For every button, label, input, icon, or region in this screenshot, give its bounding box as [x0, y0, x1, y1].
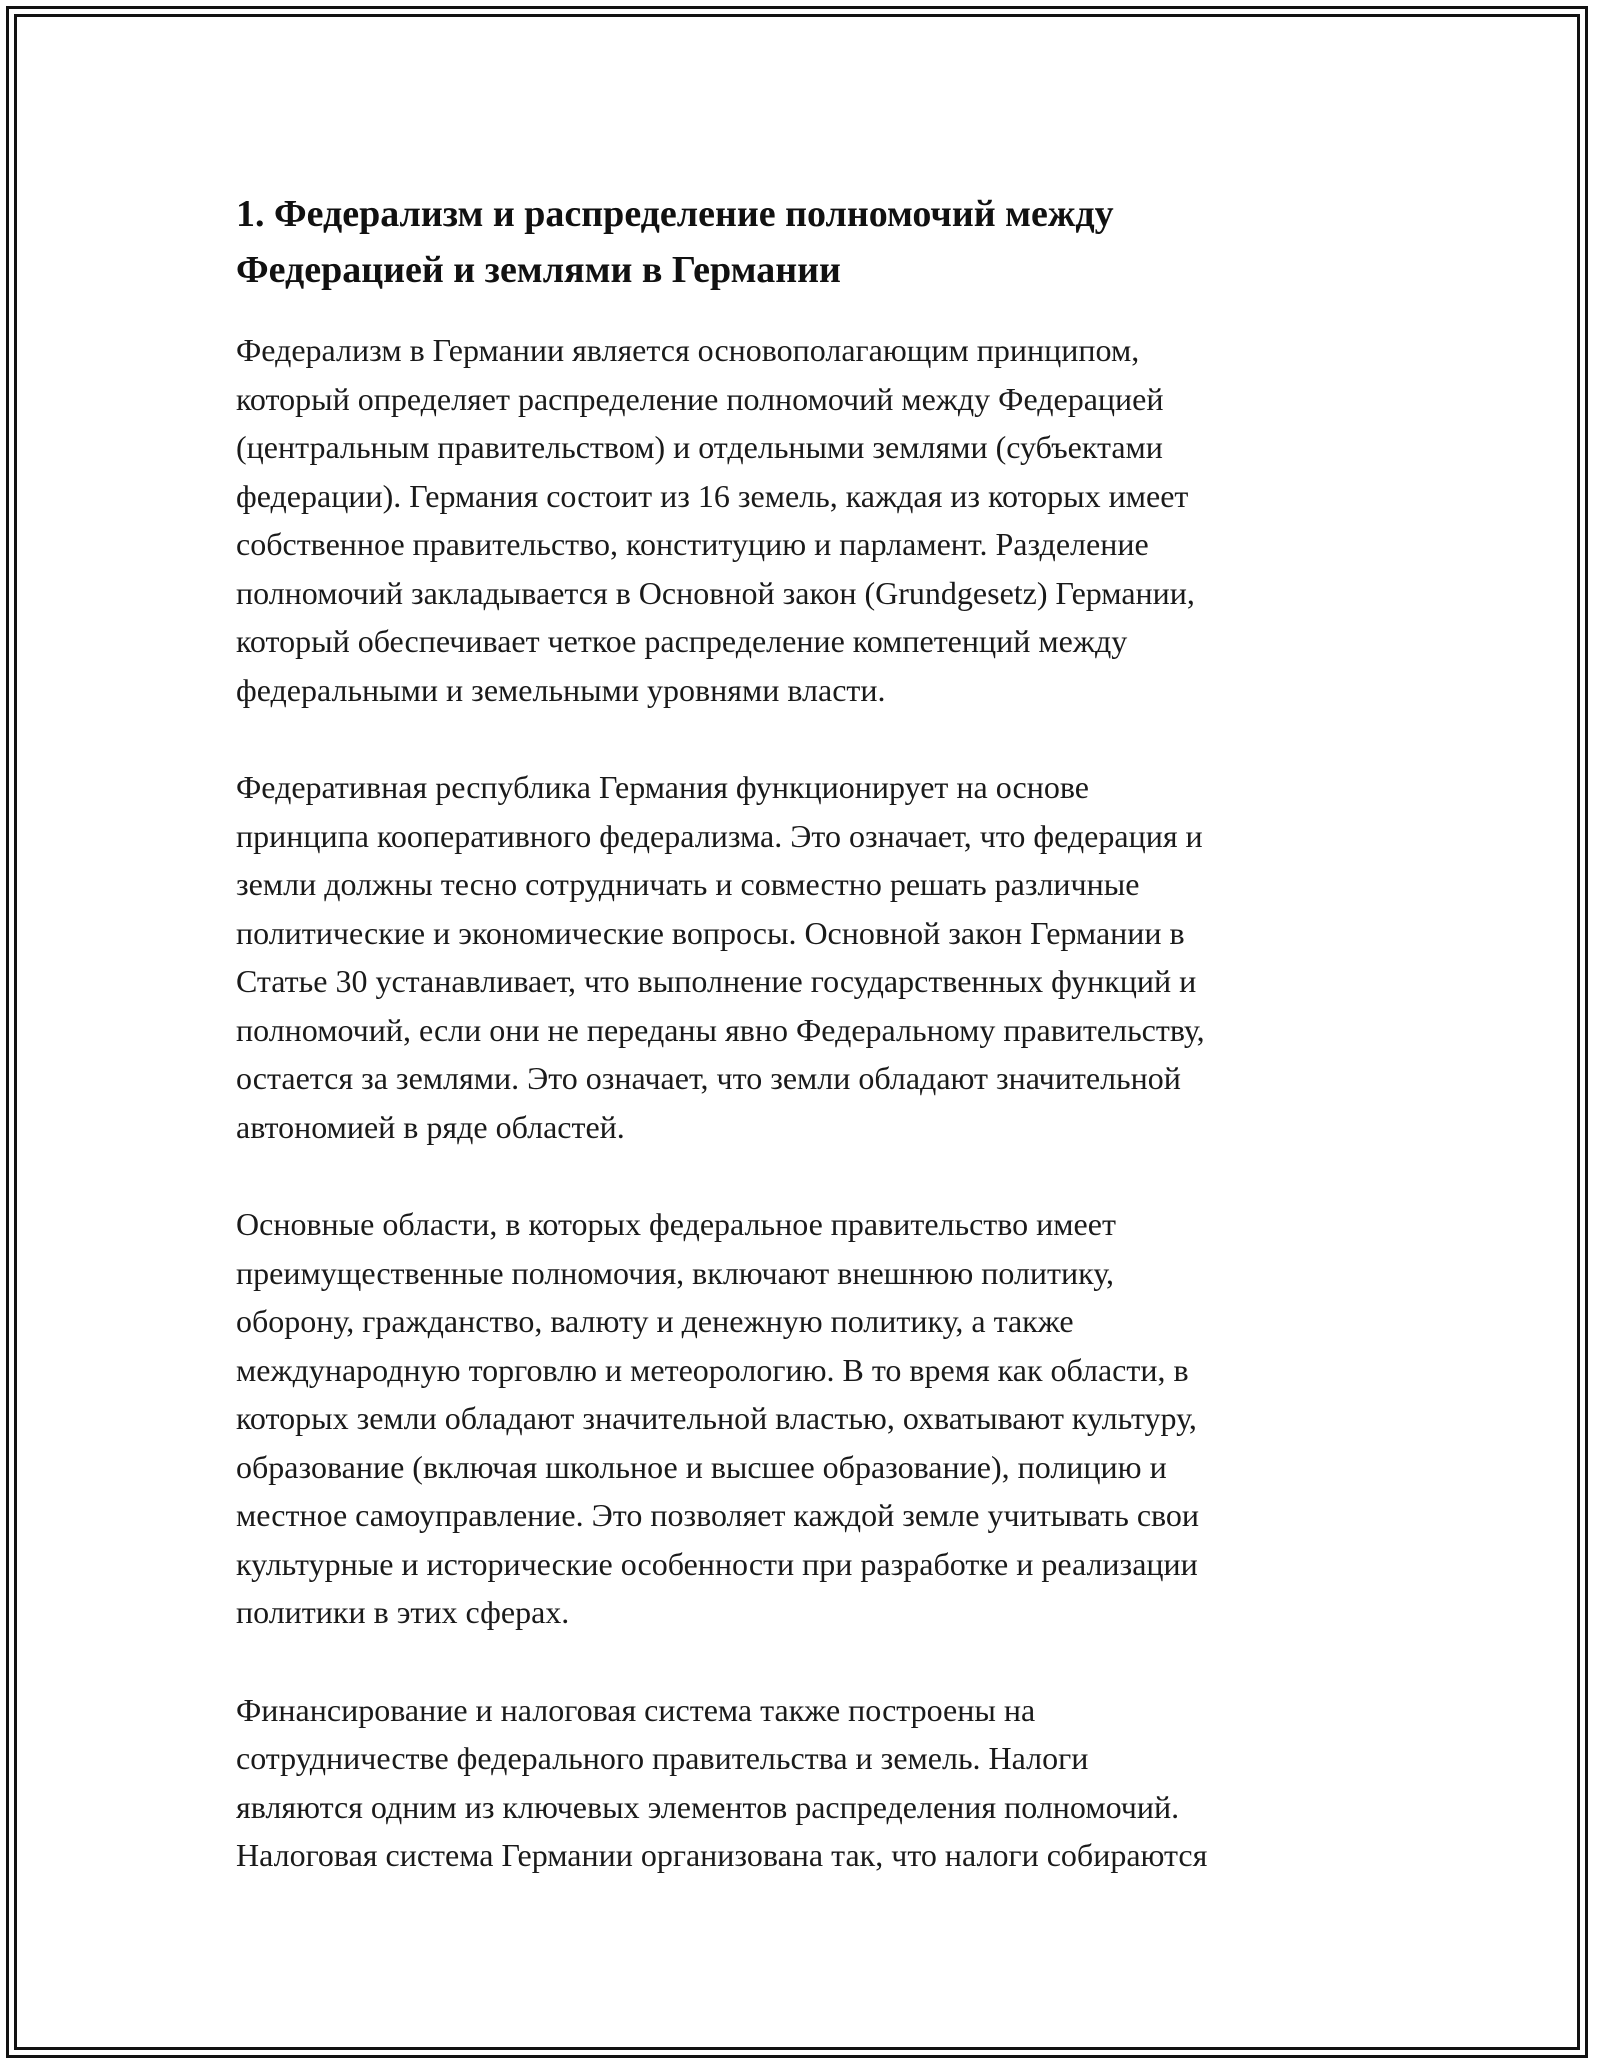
document-heading [236, 186, 1386, 298]
paragraph-4 [236, 1686, 1386, 1880]
text-line: сотрудничестве федерального правительства и земель. Налоги [236, 1740, 1089, 1776]
text-line: политики в этих сферах. [236, 1594, 570, 1630]
text-line: местное самоуправление. Это позволяет каждой земле учитывать свои [236, 1497, 1200, 1533]
document-body [236, 186, 1386, 1880]
text-line: федеральными и земельными уровнями власти. [236, 671, 886, 708]
text-line: Федерализм в Германии является основополагающим принципом, [236, 332, 1140, 368]
text-line: международную торговлю и метеорологию. В то время как области, в [236, 1351, 1189, 1388]
text-line: который определяет распределение полномочий между Федерацией [236, 380, 1164, 417]
text-line: Финансирование и налоговая система также построены на [236, 1691, 1036, 1728]
text-line: которых земли обладают значительной властью, охватывают культуру, [236, 1400, 1197, 1436]
text-line: культурные и исторические особенности при разработке и реализации [236, 1545, 1198, 1582]
paragraph-1 [236, 326, 1386, 714]
paragraph-2 [236, 763, 1386, 1151]
text-line: образование (включая школьное и высшее образование), полицию и [236, 1448, 1167, 1485]
heading-line: 1. Федерализм и распределение полномочий между [236, 193, 1114, 235]
text-line: политические и экономические вопросы. Основной закон Германии в [236, 914, 1185, 951]
text-line: Статье 30 устанавливает, что выполнение государственных функций и [236, 963, 1197, 999]
text-line: оборону, гражданство, валюту и денежную политику, а также [236, 1303, 1074, 1339]
text-line: принципа кооперативного федерализма. Это означает, что федерация и [236, 817, 1203, 854]
heading-line: Федерацией и землями в Германии [236, 249, 841, 291]
text-line: полномочий закладывается в Основной закон (Grundgesetz) Германии, [236, 574, 1195, 611]
text-line: являются одним из ключевых элементов распределения полномочий. [236, 1788, 1180, 1825]
text-line: Налоговая система Германии организована так, что налоги собираются [236, 1837, 1208, 1873]
paragraph-3 [236, 1200, 1386, 1637]
text-line: полномочий, если они не переданы явно Федеральному правительству, [236, 1011, 1205, 1048]
text-line: (центральным правительством) и отдельными землями (субъектами [236, 429, 1163, 465]
text-line: Основные области, в которых федеральное правительство имеет [236, 1206, 1116, 1242]
text-line: автономией в ряде областей. [236, 1108, 625, 1145]
text-line: остается за землями. Это означает, что земли обладают значительной [236, 1060, 1181, 1096]
text-line: земли должны тесно сотрудничать и совместно решать различные [236, 866, 1140, 902]
text-line: который обеспечивает четкое распределение компетенций между [236, 623, 1128, 659]
text-line: Федеративная республика Германия функционирует на основе [236, 769, 1089, 805]
text-line: преимущественные полномочия, включают внешнюю политику, [236, 1254, 1115, 1291]
text-line: федерации). Германия состоит из 16 земель, каждая из которых имеет [236, 477, 1189, 514]
text-line: собственное правительство, конституцию и парламент. Разделение [236, 526, 1149, 562]
